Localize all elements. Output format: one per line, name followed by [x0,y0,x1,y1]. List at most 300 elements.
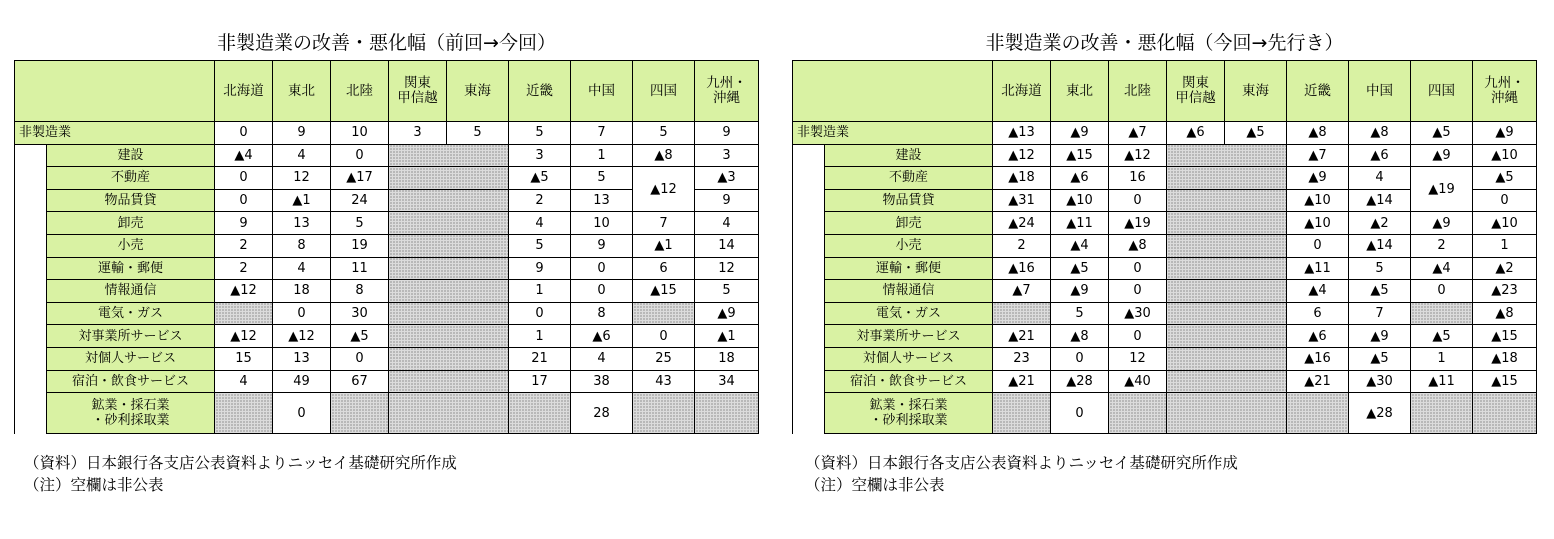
undisclosed-cell [1167,212,1287,235]
row-label: 物品賃貸 [825,189,993,212]
table-cell: ▲9 [1051,280,1109,303]
table-cell: 0 [215,122,273,145]
undisclosed-cell [389,393,509,434]
table-cell: ▲9 [1287,167,1349,190]
table-cell: 5 [633,122,695,145]
table-cell: 0 [571,257,633,280]
table-cell: ▲23 [1473,280,1537,303]
undisclosed-cell [633,302,695,325]
table-cell: 9 [215,212,273,235]
table-cell: 4 [695,212,759,235]
table-cell: ▲1 [633,234,695,257]
table-cell: ▲12 [273,325,331,348]
table-cell: ▲9 [1411,144,1473,167]
table-cell: ▲6 [1287,325,1349,348]
column-header-line: 沖縄 [713,90,740,106]
table-cell: ▲5 [1225,122,1287,145]
table-cell: 21 [509,347,571,370]
column-header-line: 甲信越 [1175,90,1216,106]
table-cell: 1 [571,144,633,167]
table-row [793,347,1537,370]
row-label-line: 鉱業・採石業 [869,398,948,414]
table-cell: ▲15 [1473,325,1537,348]
table-cell: ▲12 [215,280,273,303]
table-cell: ▲28 [1051,370,1109,393]
table-panel-right [792,26,1537,434]
table-cell: ▲21 [1287,370,1349,393]
column-header-line: 甲信越 [397,90,438,106]
undisclosed-cell [389,257,509,280]
row-indent [15,144,47,434]
table-cell: 16 [1109,167,1167,190]
undisclosed-cell [1167,393,1287,434]
undisclosed-cell [1411,393,1473,434]
undisclosed-cell [389,280,509,303]
column-header: 東北 [273,61,331,122]
table-row [793,122,1537,145]
table-cell: ▲5 [1411,325,1473,348]
column-header: 近畿 [1287,61,1349,122]
table-cell: 0 [1109,257,1167,280]
row-label: 建設 [47,144,215,167]
row-label [825,393,993,434]
table-cell: 13 [571,189,633,212]
table-cell: 4 [215,370,273,393]
table-cell: ▲4 [1411,257,1473,280]
table-cell: ▲11 [1411,370,1473,393]
table-cell: ▲28 [1349,393,1411,434]
table-cell: ▲5 [1349,280,1411,303]
table-cell: 67 [331,370,389,393]
table-cell: 49 [273,370,331,393]
column-header [695,61,759,122]
row-label: 対事業所サービス [47,325,215,348]
table-cell: 5 [509,122,571,145]
column-header: 四国 [633,61,695,122]
column-header-line: 沖縄 [1491,90,1518,106]
table-cell: ▲21 [993,370,1051,393]
table-row [793,257,1537,280]
source-note: （資料）日本銀行各支店公表資料よりニッセイ基礎研究所作成 [805,454,1238,472]
table-cell: ▲9 [1473,122,1537,145]
table-cell: 0 [1109,280,1167,303]
source-notes [805,452,1238,496]
table-cell: ▲9 [1411,212,1473,235]
table-cell: ▲14 [1349,189,1411,212]
table-cell: ▲6 [1051,167,1109,190]
table-cell: 1 [1411,347,1473,370]
column-header-line: 九州・ [1484,75,1525,91]
table-cell: 7 [1349,302,1411,325]
column-header: 北海道 [215,61,273,122]
row-label: 宿泊・飲食サービス [825,370,993,393]
undisclosed-cell [215,302,273,325]
undisclosed-cell [389,167,509,190]
column-header: 東海 [447,61,509,122]
data-table [14,60,759,434]
column-header: 近畿 [509,61,571,122]
row-label: 宿泊・飲食サービス [47,370,215,393]
table-cell: ▲19 [1109,212,1167,235]
table-cell: 4 [509,212,571,235]
table-cell: 5 [1349,257,1411,280]
undisclosed-cell [1473,393,1537,434]
row-label: 小売 [47,234,215,257]
undisclosed-cell [389,370,509,393]
table-cell: ▲8 [1051,325,1109,348]
table-cell: ▲8 [633,144,695,167]
table-row [793,234,1537,257]
table-cell: ▲15 [633,280,695,303]
table-row [15,122,759,145]
table-cell: 38 [571,370,633,393]
table-row [15,302,759,325]
table-cell: 5 [331,212,389,235]
table-cell: ▲4 [1051,234,1109,257]
table-cell: ▲8 [1473,302,1537,325]
undisclosed-cell [1167,280,1287,303]
table-cell: 5 [447,122,509,145]
column-header-line: 九州・ [706,75,747,91]
undisclosed-cell [389,212,509,235]
column-header: 東北 [1051,61,1109,122]
row-label: 運輸・郵便 [47,257,215,280]
undisclosed-cell [1287,393,1349,434]
table-cell: ▲8 [1109,234,1167,257]
undisclosed-cell [1109,393,1167,434]
table-cell: 6 [1287,302,1349,325]
table-cell: 9 [509,257,571,280]
undisclosed-cell [1167,167,1287,190]
row-label: 情報通信 [47,280,215,303]
row-label: 電気・ガス [825,302,993,325]
table-cell: 7 [633,212,695,235]
undisclosed-cell [1167,325,1287,348]
table-cell: ▲9 [1051,122,1109,145]
table-cell: ▲2 [1349,212,1411,235]
table-row [15,280,759,303]
table-cell: 13 [273,347,331,370]
table-cell: 0 [1109,325,1167,348]
table-row [793,212,1537,235]
table-row [15,144,759,167]
undisclosed-cell [215,393,273,434]
table-title: 非製造業の改善・悪化幅（今回→先行き） [985,32,1344,54]
table-cell: 8 [571,302,633,325]
table-cell: ▲15 [1051,144,1109,167]
column-header: 中国 [1349,61,1411,122]
table-cell: ▲10 [1287,212,1349,235]
table-cell: 2 [993,234,1051,257]
undisclosed-cell [331,393,389,434]
table-cell: 0 [331,144,389,167]
undisclosed-cell [1167,189,1287,212]
table-cell: ▲8 [1287,122,1349,145]
undisclosed-cell [1167,347,1287,370]
source-note: （資料）日本銀行各支店公表資料よりニッセイ基礎研究所作成 [24,454,457,472]
table-row [15,257,759,280]
table-cell: ▲5 [1349,347,1411,370]
undisclosed-cell [389,144,509,167]
table-cell: 34 [695,370,759,393]
undisclosed-cell [389,189,509,212]
table-cell: ▲6 [571,325,633,348]
table-cell: ▲18 [993,167,1051,190]
table-cell: 6 [633,257,695,280]
column-header: 北陸 [331,61,389,122]
table-cell: 12 [273,167,331,190]
undisclosed-cell [389,347,509,370]
undisclosed-cell [1167,234,1287,257]
row-label: 不動産 [47,167,215,190]
table-cell: 13 [273,212,331,235]
table-cell: 18 [273,280,331,303]
table-cell: 3 [695,144,759,167]
table-cell: ▲2 [1473,257,1537,280]
table-cell: ▲10 [1287,189,1349,212]
table-cell: 3 [389,122,447,145]
table-cell: ▲30 [1109,302,1167,325]
table-panel-left [14,26,759,434]
table-cell: 0 [1411,280,1473,303]
table-cell: 0 [1473,189,1537,212]
table-cell: ▲7 [1109,122,1167,145]
table-cell: ▲24 [993,212,1051,235]
row-label: 建設 [825,144,993,167]
row-label: 電気・ガス [47,302,215,325]
table-cell: 8 [273,234,331,257]
table-cell: 2 [215,234,273,257]
table-cell: 4 [1349,167,1411,190]
table-cell: 19 [331,234,389,257]
row-label: 対個人サービス [825,347,993,370]
table-cell: 15 [215,347,273,370]
table-cell: 10 [331,122,389,145]
table-cell: ▲18 [1473,347,1537,370]
table-cell: 2 [509,189,571,212]
source-notes [24,452,457,496]
undisclosed-cell [993,393,1051,434]
table-cell: ▲6 [1167,122,1225,145]
table-cell: 0 [331,347,389,370]
table-cell: 0 [1051,393,1109,434]
row-label: 非製造業 [793,122,993,145]
table-cell: ▲30 [1349,370,1411,393]
table-row [15,234,759,257]
column-header [389,61,447,122]
table-cell: ▲19 [1411,167,1473,212]
row-label: 運輸・郵便 [825,257,993,280]
table-cell: 0 [1051,347,1109,370]
table-row [15,325,759,348]
table-cell: 5 [509,234,571,257]
table-cell: ▲8 [1349,122,1411,145]
column-header: 東海 [1225,61,1287,122]
table-cell: 1 [1473,234,1537,257]
table-cell: ▲15 [1473,370,1537,393]
table-cell: ▲1 [273,189,331,212]
column-header-line: 関東 [1182,75,1209,91]
table-cell: 1 [509,280,571,303]
table-row [793,167,1537,190]
table-row [15,347,759,370]
table-cell: 12 [1109,347,1167,370]
column-header: 北陸 [1109,61,1167,122]
table-cell: ▲14 [1349,234,1411,257]
column-header: 四国 [1411,61,1473,122]
row-label: 非製造業 [15,122,215,145]
undisclosed-cell [1167,370,1287,393]
undisclosed-cell [633,393,695,434]
table-cell: 2 [1411,234,1473,257]
header-corner [793,61,993,122]
row-label: 小売 [825,234,993,257]
table-cell: 30 [331,302,389,325]
table-cell: ▲12 [993,144,1051,167]
table-cell: 10 [571,212,633,235]
table-cell: 0 [509,302,571,325]
table-cell: 12 [695,257,759,280]
table-row [793,280,1537,303]
table-cell: ▲16 [993,257,1051,280]
table-cell: 9 [571,234,633,257]
table-cell: ▲9 [695,302,759,325]
table-cell: ▲40 [1109,370,1167,393]
table-cell: ▲12 [633,167,695,212]
table-cell: ▲4 [1287,280,1349,303]
table-cell: ▲10 [1473,212,1537,235]
table-cell: ▲7 [993,280,1051,303]
row-label: 卸売 [47,212,215,235]
table-cell: ▲5 [1051,257,1109,280]
table-cell: 9 [273,122,331,145]
table-row [15,393,759,434]
table-cell: ▲9 [1349,325,1411,348]
table-cell: 4 [273,144,331,167]
table-cell: 3 [509,144,571,167]
table-cell: 9 [695,122,759,145]
table-cell: ▲1 [695,325,759,348]
table-cell: ▲6 [1349,144,1411,167]
row-label: 対事業所サービス [825,325,993,348]
table-cell: 5 [695,280,759,303]
table-cell: 0 [273,393,331,434]
row-label: 物品賃貸 [47,189,215,212]
undisclosed-cell [389,302,509,325]
table-cell: ▲21 [993,325,1051,348]
table-cell: ▲11 [1051,212,1109,235]
undisclosed-cell [695,393,759,434]
table-cell: 23 [993,347,1051,370]
data-table [792,60,1537,434]
table-cell: 0 [1109,189,1167,212]
row-label-line: ・砂利採取業 [869,413,948,429]
table-cell: 4 [571,347,633,370]
blank-note: （注）空欄は非公表 [805,476,945,494]
table-cell: 11 [331,257,389,280]
table-cell: 4 [273,257,331,280]
undisclosed-cell [1167,302,1287,325]
table-cell: ▲5 [509,167,571,190]
table-cell: 0 [571,280,633,303]
table-cell: 0 [633,325,695,348]
table-cell: 0 [215,167,273,190]
undisclosed-cell [389,234,509,257]
undisclosed-cell [1167,257,1287,280]
row-label: 対個人サービス [47,347,215,370]
table-cell: ▲3 [695,167,759,190]
table-cell: ▲5 [331,325,389,348]
row-label: 卸売 [825,212,993,235]
undisclosed-cell [993,302,1051,325]
column-header: 中国 [571,61,633,122]
table-cell: 18 [695,347,759,370]
table-row [793,325,1537,348]
table-row [15,167,759,190]
table-cell: 0 [1287,234,1349,257]
table-cell: ▲16 [1287,347,1349,370]
table-cell: 1 [509,325,571,348]
table-cell: ▲5 [1473,167,1537,190]
column-header [1167,61,1225,122]
row-label: 情報通信 [825,280,993,303]
table-cell: ▲5 [1411,122,1473,145]
blank-note: （注）空欄は非公表 [24,476,164,494]
table-cell: 0 [215,189,273,212]
undisclosed-cell [1167,144,1287,167]
undisclosed-cell [509,393,571,434]
table-cell: ▲31 [993,189,1051,212]
table-cell: 0 [273,302,331,325]
table-cell: 2 [215,257,273,280]
table-cell: 28 [571,393,633,434]
table-row [793,302,1537,325]
table-cell: ▲4 [215,144,273,167]
table-cell: ▲11 [1287,257,1349,280]
undisclosed-cell [389,325,509,348]
table-cell: ▲7 [1287,144,1349,167]
table-row [15,370,759,393]
table-cell: ▲12 [215,325,273,348]
table-cell: 25 [633,347,695,370]
column-header: 北海道 [993,61,1051,122]
row-label: 不動産 [825,167,993,190]
row-label [47,393,215,434]
table-title: 非製造業の改善・悪化幅（前回→今回） [217,32,556,54]
column-header-line: 関東 [404,75,431,91]
table-cell: ▲10 [1051,189,1109,212]
table-cell: 43 [633,370,695,393]
row-label-line: ・砂利採取業 [91,413,170,429]
table-cell: ▲17 [331,167,389,190]
table-cell: 8 [331,280,389,303]
row-label-line: 鉱業・採石業 [91,398,170,414]
table-cell: ▲10 [1473,144,1537,167]
table-row [15,212,759,235]
table-cell: 5 [1051,302,1109,325]
table-cell: 17 [509,370,571,393]
header-corner [15,61,215,122]
table-cell: 5 [571,167,633,190]
table-cell: ▲13 [993,122,1051,145]
undisclosed-cell [1411,302,1473,325]
column-header [1473,61,1537,122]
table-cell: ▲12 [1109,144,1167,167]
row-indent [793,144,825,434]
table-cell: 14 [695,234,759,257]
table-row [793,370,1537,393]
table-cell: 9 [695,189,759,212]
